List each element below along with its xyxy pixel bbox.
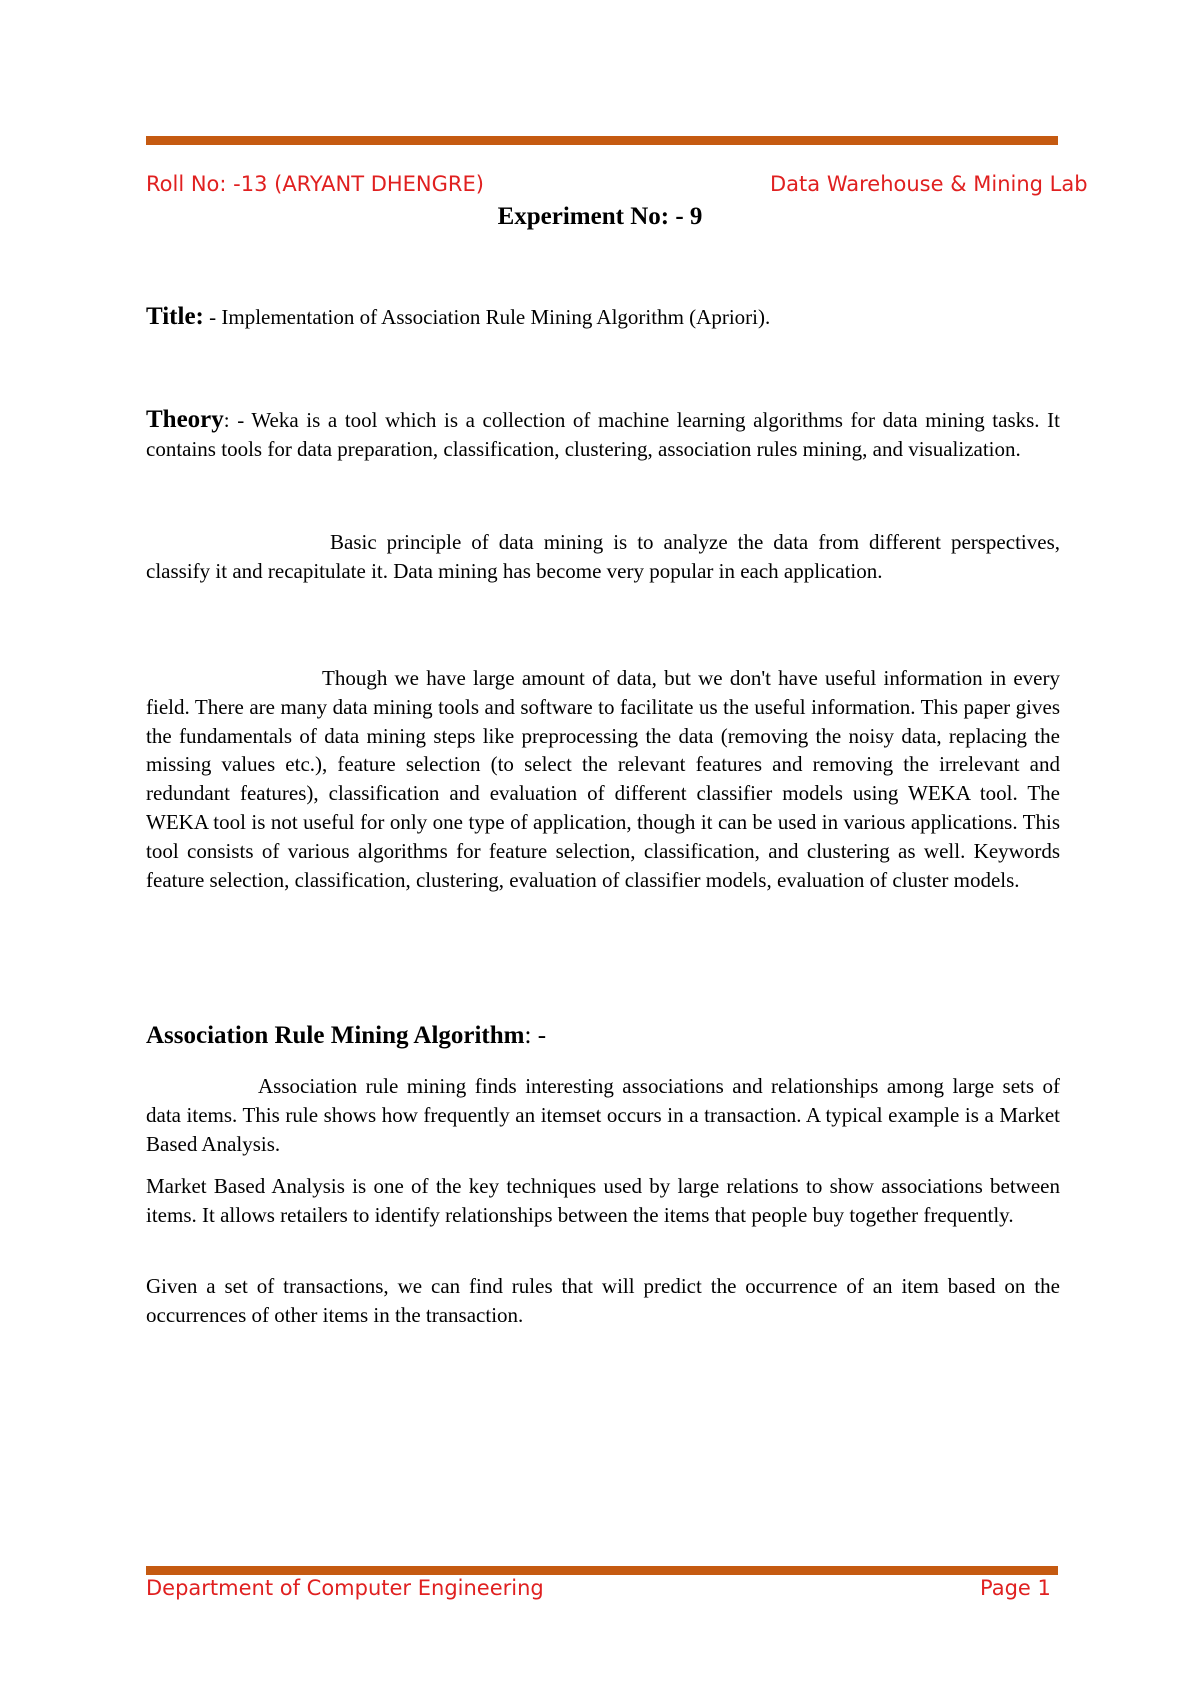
association-paragraph-3: Given a set of transactions, we can find rules that will predict the occurrence of an item based on the occurrences of other items in the transaction.	[146, 1274, 1060, 1327]
association-heading-suffix: : -	[524, 1022, 547, 1049]
association-heading	[146, 1022, 546, 1050]
title-label: Title:	[146, 303, 204, 330]
footer-department: Department of Computer Engineering	[146, 1576, 544, 1600]
principle-paragraph: Basic principle of data mining is to analyze the data from different perspectives, classify it and recapitulate it. Data mining has become very popular in each application.	[146, 530, 1060, 583]
information-paragraph: Though we have large amount of data, but we don't have useful information in every field. There are many data mining tools and software to facilitate us the useful information. This paper gives the fundamentals of data mining steps like preprocessing the data (removing the noisy data, replacing the missing values etc.), feature selection (to select the relevant features and removing the irrelevant and redundant features), classification and evaluation of different classifier models using WEKA tool. The WEKA tool is not useful for only one type of application, though it can be used in various applications. This tool consists of various algorithms for feature selection, classification, and clustering as well. Keywords feature selection, classification, clustering, evaluation of classifier models, evaluation of cluster models.	[146, 666, 1060, 892]
footer-rule	[146, 1566, 1058, 1575]
title-line	[146, 303, 1060, 332]
theory-label: Theory	[146, 406, 224, 433]
association-heading-text: Association Rule Mining Algorithm	[146, 1022, 525, 1049]
roll-number: Roll No: -13 (ARYANT DHENGRE)	[146, 172, 484, 196]
theory-text: : - Weka is a tool which is a collection of machine learning algorithms for data mining tasks. It contains tools for data preparation, classification, clustering, association rules mining, and visualization.	[146, 408, 1060, 461]
association-paragraph-2: Market Based Analysis is one of the key techniques used by large relations to show associations between items. It allows retailers to identify relationships between the items that people buy together frequently.	[146, 1174, 1060, 1227]
title-text: - Implementation of Association Rule Mining Algorithm (Apriori).	[203, 305, 771, 329]
header-rule	[146, 136, 1058, 145]
association-paragraph-1: Association rule mining finds interesting associations and relationships among large sets of data items. This rule shows how frequently an itemset occurs in a transaction. A typical example is a Market Based Analysis.	[146, 1074, 1060, 1156]
theory-paragraph	[146, 406, 1060, 464]
lab-name: Data Warehouse & Mining Lab	[770, 172, 1088, 196]
experiment-title: Experiment No: - 9	[497, 203, 703, 230]
footer-page-number: Page 1	[980, 1576, 1051, 1600]
